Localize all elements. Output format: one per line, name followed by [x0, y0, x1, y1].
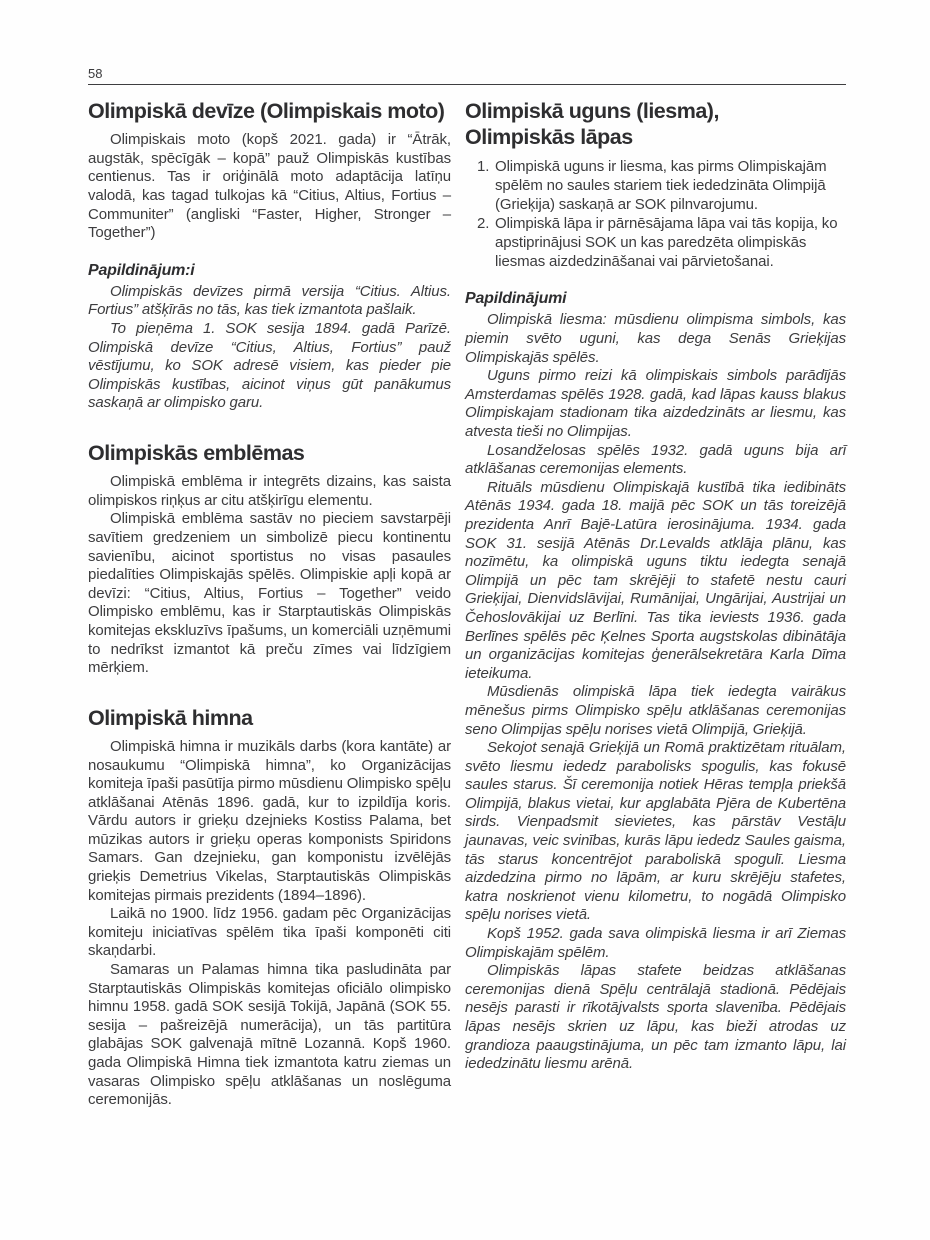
right-column	[465, 98, 846, 1110]
note-paragraph: Rituāls mūsdienu Olimpiskajā kustībā tika iedibināts Atēnās 1934. gada 18. maijā pēc SOK un tās toreizējā prezidenta Anrī Bajē-Latūra ierosinājuma. 1934. gada SOK 31. sesijā Atēnās Dr.Levalds atklāja plānu, kas nozīmētu, ka olimpiskā uguns tiktu iedegta senajā Olimpijā un pēc tam skrējēji to stafetē nestu cauri Grieķijai, Dienvidslāvijai, Rumānijai, Ungārijai, Austrijai un Čehoslovākijai uz Berlīni. Tas tika ieviests 1936. gada Berlīnes spēlēs pēc Ķelnes Sporta augstskolas dibinātāja un organizācijas komitejas ģenerālsekretāra Karla Dīma ieteikuma.	[465, 478, 846, 682]
notes-heading: Papildinājum:i	[88, 261, 195, 279]
page-number: 58	[88, 66, 103, 81]
list-item	[477, 214, 846, 271]
numbered-list	[477, 157, 846, 271]
left-column	[88, 98, 451, 1110]
section-olympic-flame	[465, 98, 846, 271]
paragraph: Olimpiskā emblēma sastāv no pieciem savstarpēji savītiem gredzeniem un simbolizē piecu kontinentu savienību, aicinot sportistus no visas pasaules piedalīties Olimpiskajās spēlēs. Olimpiskie apļi kopā ar devīzi: “Citius, Altius, Fortius – Together” veido Olimpisko emblēmu, kas ir Starptautiskās Olimpiskās komitejas ekskluzīvs īpašums, un komerciāli uzņēmumi to nedrīkst izmantot kā preču zīmes vai līdzīgiem mērķiem.	[88, 510, 451, 677]
list-item-number: 1.	[477, 158, 490, 176]
section-olympic-motto	[88, 98, 451, 243]
note-paragraph: Olimpiskā liesma: mūsdienu olimpisma simbols, kas piemin svēto uguni, kas dega Senās Grieķijas Olimpiskajās spēlēs.	[465, 311, 846, 366]
note-paragraph: To pieņēma 1. SOK sesija 1894. gadā Parīzē. Olimpiskā devīze “Citius, Altius, Fortius” pauž vēstījumu, ko SOK adresē visiem, kas pieder pie Olimpiskās kustības, aicinot viņus gūt panākumus saskaņā ar olimpisko garu.	[88, 319, 451, 412]
two-column-layout	[88, 98, 846, 1110]
list-item-text: Olimpiskā lāpa ir pārnēsājama lāpa vai tās kopija, ko apstiprinājusi SOK un kas paredzēta olimpiskās liesmas aizdedzināšanai vai pārvietošanai.	[495, 215, 838, 271]
heading-line-1: Olimpiskā uguns (liesma),	[465, 99, 719, 123]
notes-heading: Papildinājumi	[465, 290, 567, 308]
note-paragraph: Uguns pirmo reizi kā olimpiskais simbols parādījās Amsterdamas spēlēs 1928. gadā, kad lāpas kauss blakus Olimpiskajam stadionam tika aizdedzināts ar liesmu, kas atvesta tieši no Olimpijas.	[465, 367, 846, 440]
page-header	[88, 66, 846, 85]
list-item	[477, 157, 846, 214]
section-flame-notes	[465, 290, 846, 1073]
header-rule	[88, 84, 846, 85]
note-paragraph: Sekojot senajā Grieķijā un Romā praktizētam rituālam, svēto liesmu iededz parabolisks spogulis, kas fokusē saules starus. Šī ceremonija notiek Hēras tempļa priekšā Olimpijā, blakus vietai, kur apglabāta Pjēra de Kubertēna sirds. Vienpadsmit sievietes, kas pārstāv Vestāļu jaunavas, veic svinības, kurās lāpu iededz Saules gaisma, tās starus koncentrējot paraboliskā spogulī. Liesma aizdedzina pirmo no lāpām, ar kuru skrējēju stafetes, katra noskrienot vienu kilometru, to nogādā Olimpisko spēļu norises vietā.	[465, 739, 846, 924]
section-olympic-anthem	[88, 705, 451, 1110]
paragraph: Olimpiskais moto (kopš 2021. gada) ir “Ātrāk, augstāk, spēcīgāk – kopā” pauž Olimpiskās kustības centienus. Tas ir oriģinālā moto adaptācija latīņu valodā, kas tagad tulkojas kā “Citius, Altius, Fortius – Communiter” (angliski “Faster, Higher, Stronger – Together”)	[88, 131, 451, 242]
note-paragraph: Olimpiskās devīzes pirmā versija “Citius. Altius. Fortius” atšķīrās no tās, kas tiek izmantota pašlaik.	[88, 282, 451, 319]
note-paragraph: Losandželosas spēlēs 1932. gadā uguns bija arī atklāšanas ceremonijas elements.	[465, 441, 846, 478]
list-item-number: 2.	[477, 215, 490, 233]
note-paragraph: Olimpiskās lāpas stafete beidzas atklāšanas ceremonijas dienā Spēļu centrālajā stadionā. Pēdējais nesējs parasti ir rīkotājvalsts sporta slavenība. Pēdējais lāpas nesējs skrien uz lāpu, kas bieži atrodas uz grandioza paaugstinājuma, un pēc tam izmanto lāpu, lai iededzinātu liesmu arēnā.	[465, 962, 846, 1073]
section-heading-emblems: Olimpiskās emblēmas	[88, 440, 305, 465]
paragraph: Samaras un Palamas himna tika pasludināta par Starptautiskās Olimpiskās komitejas oficiālo olimpisko himnu 1958. gadā SOK sesijā Tokijā, Japānā (SOK 55. sesija – pašreizējā numerācija), un tās partitūra glabājas SOK galvenajā mītnē Lozannā. Kopš 1960. gada Olimpiskā Himna tiek izmantota katru ziemas un vasaras Olimpisko spēļu atklāšanas un noslēguma ceremonijās.	[88, 961, 451, 1109]
paragraph: Olimpiskā himna ir muzikāls darbs (kora kantāte) ar nosaukumu “Olimpiskā himna”, ko Organizācijas komiteja īpaši pasūtīja pirmo mūsdienu Olimpisko spēļu atklāšanai Atēnās 1896. gadā, kur to izpildīja koris. Vārdu autors ir grieķu dzejnieks Kostiss Palama, bet mūzikas autors ir grieķu operas komponists Spiridons Samars. Gan dzejnieku, gan komponistu izvēlējās grieķis Demetrius Vikelas, Starptautiskās Olimpiskās komitejas pirmais prezidents (1894–1896).	[88, 737, 451, 904]
note-paragraph: Kopš 1952. gada sava olimpiskā liesma ir arī Ziemas Olimpiskajām spēlēm.	[465, 925, 846, 961]
paragraph: Laikā no 1900. līdz 1956. gadam pēc Organizācijas komiteju iniciatīvas spēlēm tika īpaši komponēti citi skaņdarbi.	[88, 905, 451, 960]
section-heading-motto: Olimpiskā devīze (Olimpiskais moto)	[88, 99, 445, 123]
section-heading-flame	[465, 98, 846, 150]
section-motto-notes	[88, 262, 451, 413]
list-item-text: Olimpiskā uguns ir liesma, kas pirms Olimpiskajām spēlēm no saules stariem tiek iededzināta Olimpijā (Grieķija) saskaņā ar SOK pilnvarojumu.	[495, 158, 827, 214]
heading-line-2: Olimpiskās lāpas	[465, 125, 633, 150]
section-olympic-emblems	[88, 440, 451, 678]
paragraph: Olimpiskā emblēma ir integrēts dizains, kas saista olimpiskos riņķus ar citu atšķirīgu elementu.	[88, 473, 451, 509]
section-heading-anthem: Olimpiskā himna	[88, 705, 253, 730]
note-paragraph: Mūsdienās olimpiskā lāpa tiek iedegta vairākus mēnešus pirms Olimpisko spēļu atklāšanas ceremonijas seno Olimpijas spēļu norises vietā Olimpijā, Grieķijā.	[465, 683, 846, 738]
